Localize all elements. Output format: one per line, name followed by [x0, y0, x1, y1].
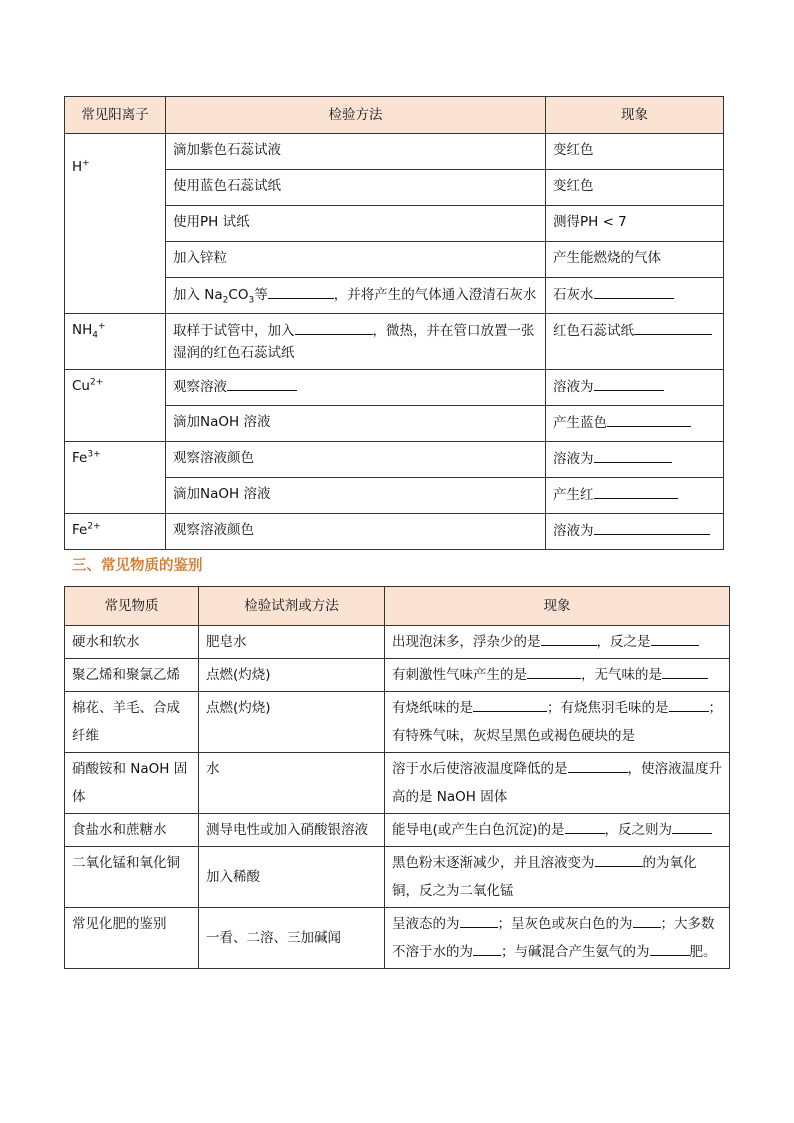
method-cell: 加入稀酸: [199, 847, 385, 908]
table-row: [65, 626, 730, 659]
answer-blank[interactable]: [295, 319, 373, 335]
method-cell: 一看、二溶、三加碱闻: [199, 908, 385, 969]
header-substance: 常见物质: [65, 587, 199, 626]
substance-cell: 聚乙烯和聚氯乙烯: [65, 659, 199, 692]
phenomenon-cell: 能导电(或产生白色沉淀)的是 ，反之则为: [385, 814, 730, 847]
answer-blank[interactable]: [595, 851, 643, 867]
method-cell: 观察溶液颜色: [166, 442, 546, 478]
table-row: [65, 814, 730, 847]
header-cation: 常见阳离子: [65, 97, 166, 134]
answer-blank[interactable]: [565, 818, 605, 834]
phenomenon-cell: 溶于水后使溶液温度降低的是 ，使溶液温度升高的是 NaOH 固体: [385, 753, 730, 814]
ion-nh4: $NH_4^+$: [65, 314, 166, 370]
answer-blank[interactable]: [672, 818, 712, 834]
substance-cell: 二氧化锰和氧化铜: [65, 847, 199, 908]
table-row: [65, 514, 724, 550]
section-heading: 三、常见物质的鉴别: [72, 558, 203, 574]
table-header-row: [65, 97, 724, 134]
method-cell: 点燃(灼烧): [199, 659, 385, 692]
answer-blank[interactable]: [568, 757, 628, 773]
method-cell: 观察溶液: [166, 370, 546, 406]
answer-blank[interactable]: [669, 696, 709, 712]
phenomenon-cell: 溶液为: [546, 370, 724, 406]
phenomenon-cell: 溶液为: [546, 442, 724, 478]
ion-cu: $Cu^{2+}$: [65, 370, 166, 442]
table-row: [65, 847, 730, 908]
ion-h: H+: [65, 134, 166, 314]
substance-cell: 食盐水和蔗糖水: [65, 814, 199, 847]
method-cell: 取样于试管中，加入 ，微热，并在管口放置一张湿润的红色石蕊试纸: [166, 314, 546, 370]
substance-cell: 硬水和软水: [65, 626, 199, 659]
phenomenon-cell: 红色石蕊试纸: [546, 314, 724, 370]
table-header-row: [65, 587, 730, 626]
phenomenon-cell: 产生能燃烧的气体: [546, 242, 724, 278]
answer-blank[interactable]: [227, 375, 297, 391]
header-method: 检验方法: [166, 97, 546, 134]
header-method: 检验试剂或方法: [199, 587, 385, 626]
method-cell: 使用蓝色石蕊试纸: [166, 170, 546, 206]
answer-blank[interactable]: [607, 411, 691, 427]
table-row: [65, 442, 724, 478]
phenomenon-cell: 呈液态的为 ；呈灰色或灰白色的为 ；大多数不溶于水的为 ；与碱混合产生氨气的为 肥。: [385, 908, 730, 969]
substance-cell: 常见化肥的鉴别: [65, 908, 199, 969]
answer-blank[interactable]: [662, 663, 708, 679]
phenomenon-cell: 有刺激性气味产生的是 ，无气味的是: [385, 659, 730, 692]
method-cell: 点燃(灼烧): [199, 692, 385, 753]
substance-identification-table: [64, 586, 730, 969]
method-cell: 测导电性或加入硝酸银溶液: [199, 814, 385, 847]
substance-cell: 硝酸铵和 NaOH 固体: [65, 753, 199, 814]
answer-blank[interactable]: [650, 940, 690, 956]
method-cell: 加入 $Na_2CO_3$等 ，并将产生的气体通入澄清石灰水: [166, 278, 546, 314]
table-row: [65, 753, 730, 814]
answer-blank[interactable]: [268, 283, 334, 299]
method-cell: 滴加NaOH 溶液: [166, 406, 546, 442]
phenomenon-cell: 产生红: [546, 478, 724, 514]
cation-test-table: [64, 96, 724, 550]
phenomenon-cell: 产生蓝色: [546, 406, 724, 442]
answer-blank[interactable]: [594, 375, 664, 391]
phenomenon-cell: 测得PH < 7: [546, 206, 724, 242]
table-row: [65, 134, 724, 170]
answer-blank[interactable]: [651, 630, 699, 646]
answer-blank[interactable]: [527, 663, 581, 679]
answer-blank[interactable]: [594, 483, 678, 499]
phenomenon-cell: 石灰水: [546, 278, 724, 314]
answer-blank[interactable]: [633, 912, 661, 928]
phenomenon-cell: 变红色: [546, 170, 724, 206]
phenomenon-cell: 溶液为: [546, 514, 724, 550]
method-cell: 滴加紫色石蕊试液: [166, 134, 546, 170]
phenomenon-cell: 有烧纸味的是 ；有烧焦羽毛味的是 ；有特殊气味，灰烬呈黑色或褐色硬块的是: [385, 692, 730, 753]
method-cell: 水: [199, 753, 385, 814]
phenomenon-cell: 变红色: [546, 134, 724, 170]
table-row: [65, 692, 730, 753]
answer-blank[interactable]: [594, 283, 674, 299]
answer-blank[interactable]: [460, 912, 498, 928]
table-row: [65, 314, 724, 370]
phenomenon-cell: 黑色粉末逐渐减少，并且溶液变为 的为氧化铜，反之为二氧化锰: [385, 847, 730, 908]
method-cell: 观察溶液颜色: [166, 514, 546, 550]
table-row: [65, 908, 730, 969]
table-row: [65, 370, 724, 406]
method-cell: 使用PH 试纸: [166, 206, 546, 242]
answer-blank[interactable]: [594, 447, 672, 463]
ion-fe2: $Fe^{2+}$: [65, 514, 166, 550]
answer-blank[interactable]: [541, 630, 597, 646]
method-cell: 加入锌粒: [166, 242, 546, 278]
answer-blank[interactable]: [594, 519, 710, 535]
header-phenomenon: 现象: [546, 97, 724, 134]
method-cell: 滴加NaOH 溶液: [166, 478, 546, 514]
ion-fe3: $Fe^{3+}$: [65, 442, 166, 514]
header-phenomenon: 现象: [385, 587, 730, 626]
answer-blank[interactable]: [473, 940, 501, 956]
answer-blank[interactable]: [473, 696, 547, 712]
answer-blank[interactable]: [634, 319, 712, 335]
substance-cell: 棉花、羊毛、合成纤维: [65, 692, 199, 753]
method-cell: 肥皂水: [199, 626, 385, 659]
phenomenon-cell: 出现泡沫多，浮杂少的是 ，反之是: [385, 626, 730, 659]
table-row: [65, 659, 730, 692]
